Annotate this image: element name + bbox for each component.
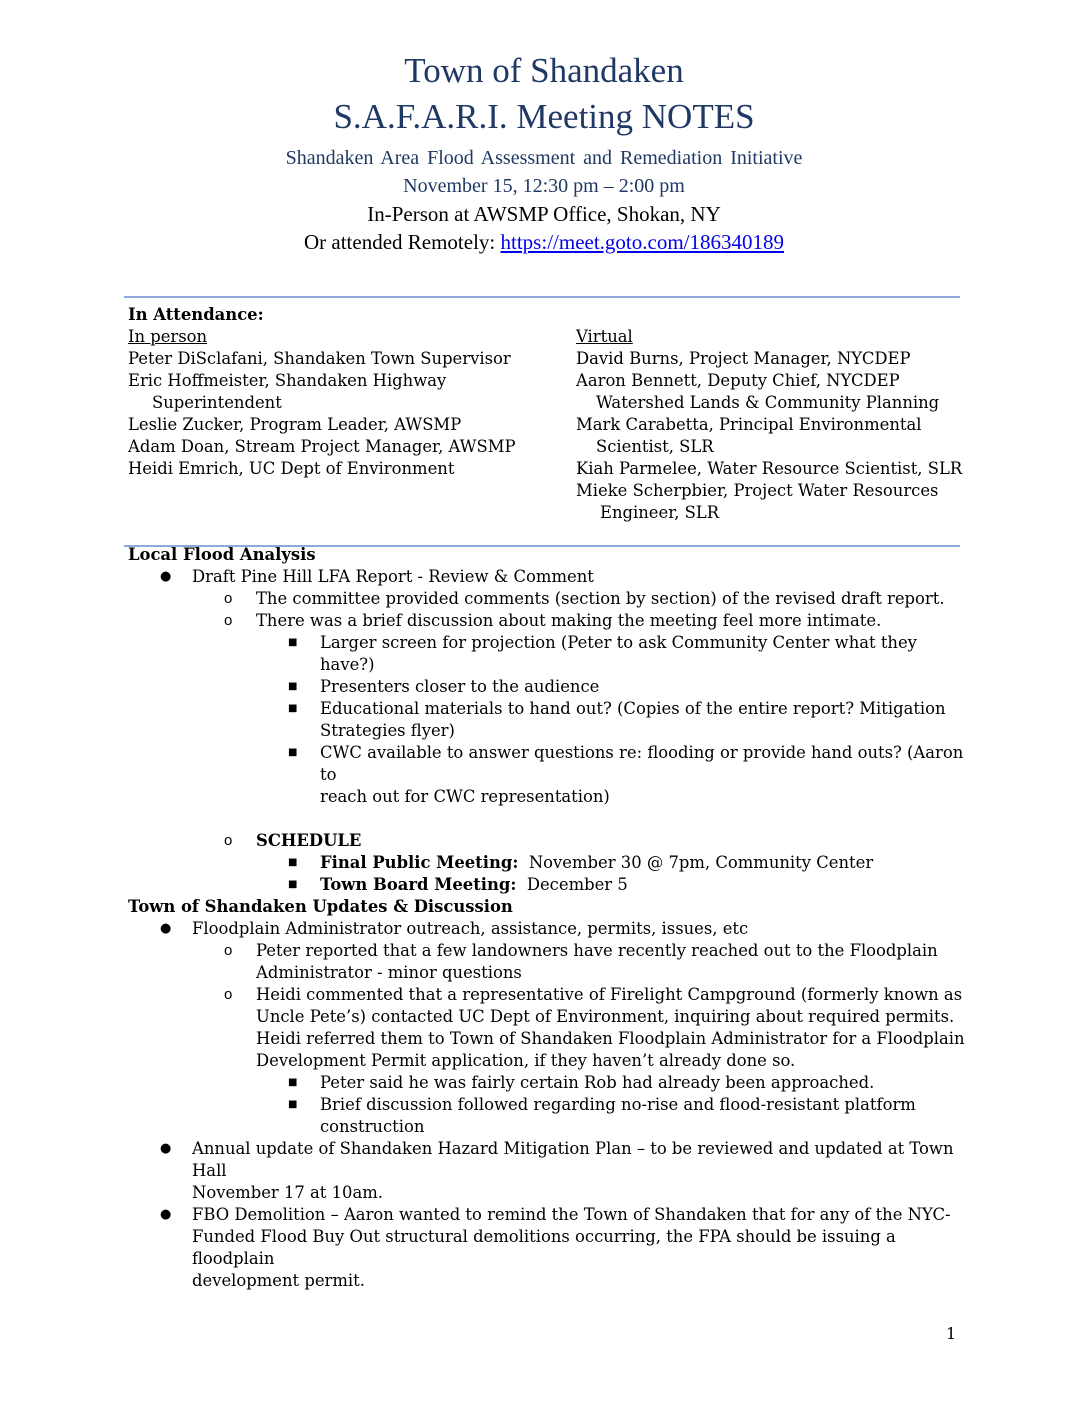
list-item: ● Floodplain Administrator outreach, assistance, permits, issues, etc bbox=[160, 919, 749, 938]
attendee: Eric Hoffmeister, Shandaken Highway bbox=[128, 371, 447, 390]
page-number: 1 bbox=[946, 1324, 957, 1343]
list-item: ● Draft Pine Hill LFA Report - Review & Comment bbox=[160, 567, 594, 586]
circle-bullet-icon: o bbox=[224, 612, 233, 629]
attendee: Heidi Emrich, UC Dept of Environment bbox=[128, 459, 455, 478]
in-person-label: In person bbox=[128, 327, 208, 346]
list-item: ■ Larger screen for projection (Peter to ask Community Center what they have?) bbox=[288, 633, 917, 674]
bullet-icon: ● bbox=[160, 1207, 172, 1222]
attendee: Peter DiSclafani, Shandaken Town Supervisor bbox=[128, 349, 511, 368]
attendee: Aaron Bennett, Deputy Chief, NYCDEP bbox=[576, 371, 900, 390]
attendee-continued: Superintendent bbox=[152, 393, 282, 412]
list-item: ■ Educational materials to hand out? (Copies of the entire report? Mitigation bbox=[288, 699, 946, 718]
section-heading: Local Flood Analysis bbox=[128, 545, 316, 564]
square-bullet-icon: ■ bbox=[288, 1099, 298, 1110]
attendee-continued: Scientist, SLR bbox=[596, 437, 714, 456]
square-bullet-icon: ■ bbox=[288, 1077, 298, 1088]
bullet-icon: ● bbox=[160, 921, 172, 936]
list-item: o The committee provided comments (section by section) of the revised draft report. bbox=[224, 589, 945, 608]
list-item: o There was a brief discussion about making the meeting feel more intimate. bbox=[224, 611, 882, 630]
list-item: o Peter reported that a few landowners have recently reached out to the Floodplain bbox=[224, 941, 938, 960]
meeting-title: S.A.F.A.R.I. Meeting NOTES bbox=[333, 97, 755, 136]
list-item: ■ Peter said he was fairly certain Rob had already been approached. bbox=[288, 1073, 875, 1092]
attendee: Kiah Parmelee, Water Resource Scientist, SLR bbox=[576, 459, 963, 478]
attendee-continued: Engineer, SLR bbox=[600, 503, 720, 522]
list-item: o SCHEDULE bbox=[224, 831, 362, 850]
list-item: ■ CWC available to answer questions re: flooding or provide hand outs? (Aaron to bbox=[288, 743, 964, 784]
attendee: Adam Doan, Stream Project Manager, AWSMP bbox=[128, 437, 516, 456]
list-item-continued: Heidi referred them to Town of Shandaken Floodplain Administrator for a Floodplain bbox=[256, 1029, 965, 1048]
meeting-date: November 15, 12:30 pm – 2:00 pm bbox=[403, 175, 685, 197]
square-bullet-icon: ■ bbox=[288, 747, 298, 758]
town-title: Town of Shandaken bbox=[404, 51, 684, 90]
list-item: ● Annual update of Shandaken Hazard Mitigation Plan – to be reviewed and updated at Town Hall bbox=[160, 1139, 954, 1180]
section-heading: Town of Shandaken Updates & Discussion bbox=[128, 897, 513, 916]
virtual-column bbox=[576, 326, 962, 524]
square-bullet-icon: ■ bbox=[288, 879, 298, 890]
local-flood-analysis-section bbox=[128, 544, 968, 896]
square-bullet-icon: ■ bbox=[288, 681, 298, 692]
bullet-icon: ● bbox=[160, 1141, 172, 1156]
square-bullet-icon: ■ bbox=[288, 857, 298, 868]
list-item: o Heidi commented that a representative of Firelight Campground (formerly known as bbox=[224, 985, 963, 1004]
list-item-continued: Funded Flood Buy Out structural demolitions occurring, the FPA should be issuing a floodplain bbox=[192, 1227, 896, 1268]
initiative-name: Shandaken Area Flood Assessment and Remediation Initiative bbox=[285, 147, 803, 169]
schedule-item: ■ Town Board Meeting: December 5 bbox=[288, 875, 628, 894]
remote-meeting-link[interactable]: https://meet.goto.com/186340189 bbox=[500, 230, 784, 254]
bullet-icon: ● bbox=[160, 569, 172, 584]
virtual-label: Virtual bbox=[576, 327, 633, 346]
attendee: Mark Carabetta, Principal Environmental bbox=[576, 415, 922, 434]
attendance-heading: In Attendance: bbox=[128, 305, 264, 324]
meeting-location: In-Person at AWSMP Office, Shokan, NY bbox=[367, 202, 721, 226]
square-bullet-icon: ■ bbox=[288, 703, 298, 714]
list-item-continued: construction bbox=[320, 1117, 425, 1136]
list-item: ■ Presenters closer to the audience bbox=[288, 677, 600, 696]
square-bullet-icon: ■ bbox=[288, 637, 298, 648]
circle-bullet-icon: o bbox=[224, 986, 233, 1003]
schedule-item: ■ Final Public Meeting: November 30 @ 7pm, Community Center bbox=[288, 853, 874, 872]
list-item-continued: development permit. bbox=[192, 1271, 365, 1290]
divider-top bbox=[124, 296, 960, 298]
remote-line bbox=[0, 228, 1088, 256]
attendee: Leslie Zucker, Program Leader, AWSMP bbox=[128, 415, 462, 434]
attendee: Mieke Scherpbier, Project Water Resources bbox=[576, 481, 939, 500]
circle-bullet-icon: o bbox=[224, 590, 233, 607]
attendee: David Burns, Project Manager, NYCDEP bbox=[576, 349, 911, 368]
list-item: ■ Brief discussion followed regarding no-rise and flood-resistant platform bbox=[288, 1095, 916, 1114]
document-header bbox=[0, 48, 1088, 256]
list-item-continued: Administrator - minor questions bbox=[256, 963, 522, 982]
list-item-continued: Development Permit application, if they haven’t already done so. bbox=[256, 1051, 796, 1070]
town-updates-section bbox=[128, 896, 968, 1292]
list-item-continued: reach out for CWC representation) bbox=[320, 787, 610, 806]
attendee-continued: Watershed Lands & Community Planning bbox=[596, 393, 940, 412]
list-item-continued: Uncle Pete’s) contacted UC Dept of Environment, inquiring about required permits. bbox=[256, 1007, 955, 1026]
list-item-continued: November 17 at 10am. bbox=[192, 1183, 383, 1202]
in-person-column bbox=[128, 326, 516, 480]
circle-bullet-icon: o bbox=[224, 832, 233, 849]
remote-prefix: Or attended Remotely: bbox=[303, 230, 501, 254]
list-item-continued: Strategies flyer) bbox=[320, 721, 455, 740]
list-item: ● FBO Demolition – Aaron wanted to remind the Town of Shandaken that for any of the NYC- bbox=[160, 1205, 951, 1224]
circle-bullet-icon: o bbox=[224, 942, 233, 959]
